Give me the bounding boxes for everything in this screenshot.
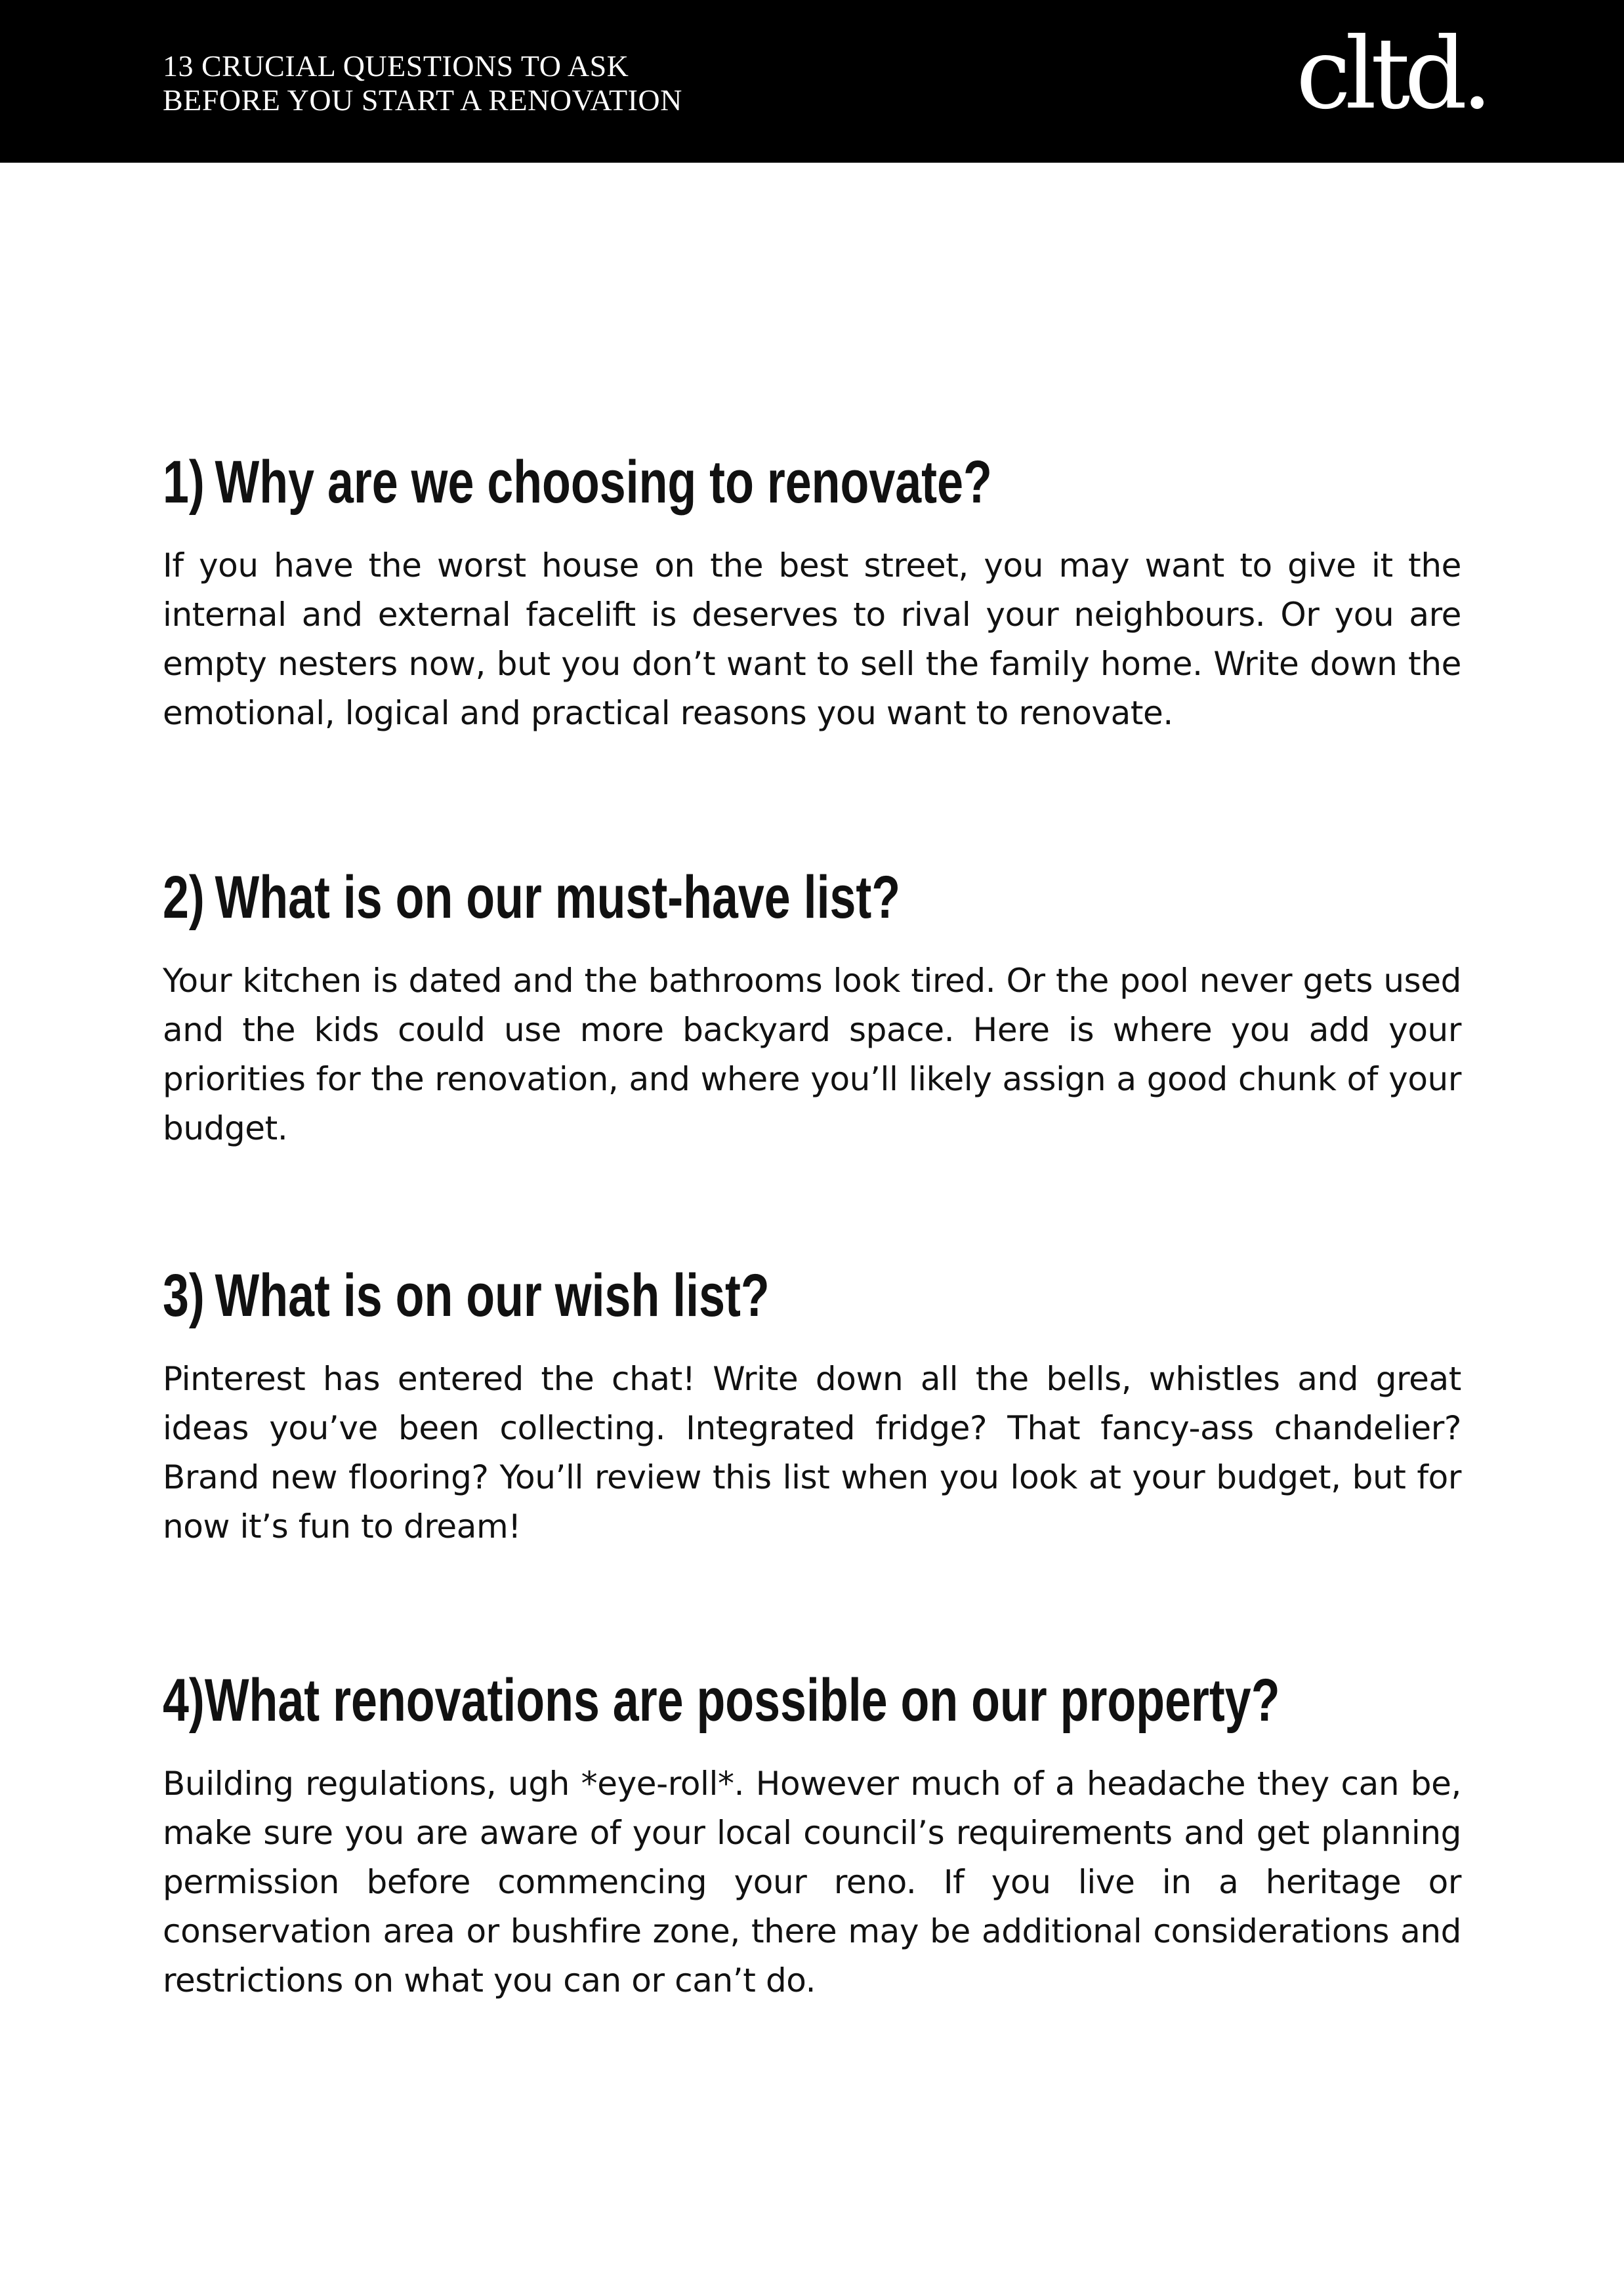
- question-heading-3: [163, 1263, 1176, 1328]
- question-section-2: [163, 865, 1461, 1186]
- question-number-2: 2): [163, 864, 205, 931]
- question-number-3: 3): [163, 1262, 205, 1329]
- document-title-line-2: BEFORE YOU START A RENOVATION: [163, 83, 682, 117]
- brand-logo: cltd.: [1296, 17, 1487, 131]
- question-title-1: Why are we choosing to renovate?: [215, 449, 992, 516]
- question-title-4: What renovations are possible on our property?: [204, 1667, 1280, 1734]
- question-section-3: [163, 1263, 1461, 1584]
- question-number-1: 1): [163, 449, 205, 516]
- question-section-1: [163, 449, 1461, 771]
- question-body-2: Your kitchen is dated and the bathrooms look tired. Or the pool never gets used and the kids could use more backyard space. Here is where you add your priorities for the renovation, and where you’ll likely assign a good chunk of your budget.: [163, 962, 1461, 1147]
- question-body-3: Pinterest has entered the chat! Write down all the bells, whistles and great ideas you’ve been collecting. Integrated fridge? That fancy-ass chandelier? Brand new flooring? You’ll review this list when you look at your budget, but for now it’s fun to dream!: [163, 1360, 1461, 1546]
- document-title-line-1: 13 CRUCIAL QUESTIONS TO ASK: [163, 49, 629, 83]
- question-heading-4: [163, 1667, 1280, 1734]
- question-heading-1: [163, 449, 1176, 515]
- question-body-4: Building regulations, ugh *eye-roll*. However much of a headache they can be, make sure you are aware of your local council’s requirements and get planning permission before commencing your reno. If you live in a heritage or conservation area or bushfire zone, there may be additional considerations and restrictions on what you can or can’t do.: [163, 1765, 1461, 1999]
- question-title-2: What is on our must-have list?: [215, 864, 901, 931]
- document-title: [163, 49, 682, 117]
- question-number-4: 4): [163, 1667, 205, 1734]
- question-heading-2: [163, 865, 1176, 930]
- page-header: [0, 0, 1624, 163]
- question-section-4: [163, 1668, 1461, 2038]
- question-body-1: If you have the worst house on the best street, you may want to give it the internal and external facelift is deserves to rival your neighbours. Or you are empty nesters now, but you don’t want to sell the family home. Write down the emotional, logical and practical reasons you want to renovate.: [163, 546, 1461, 732]
- question-title-3: What is on our wish list?: [215, 1262, 770, 1329]
